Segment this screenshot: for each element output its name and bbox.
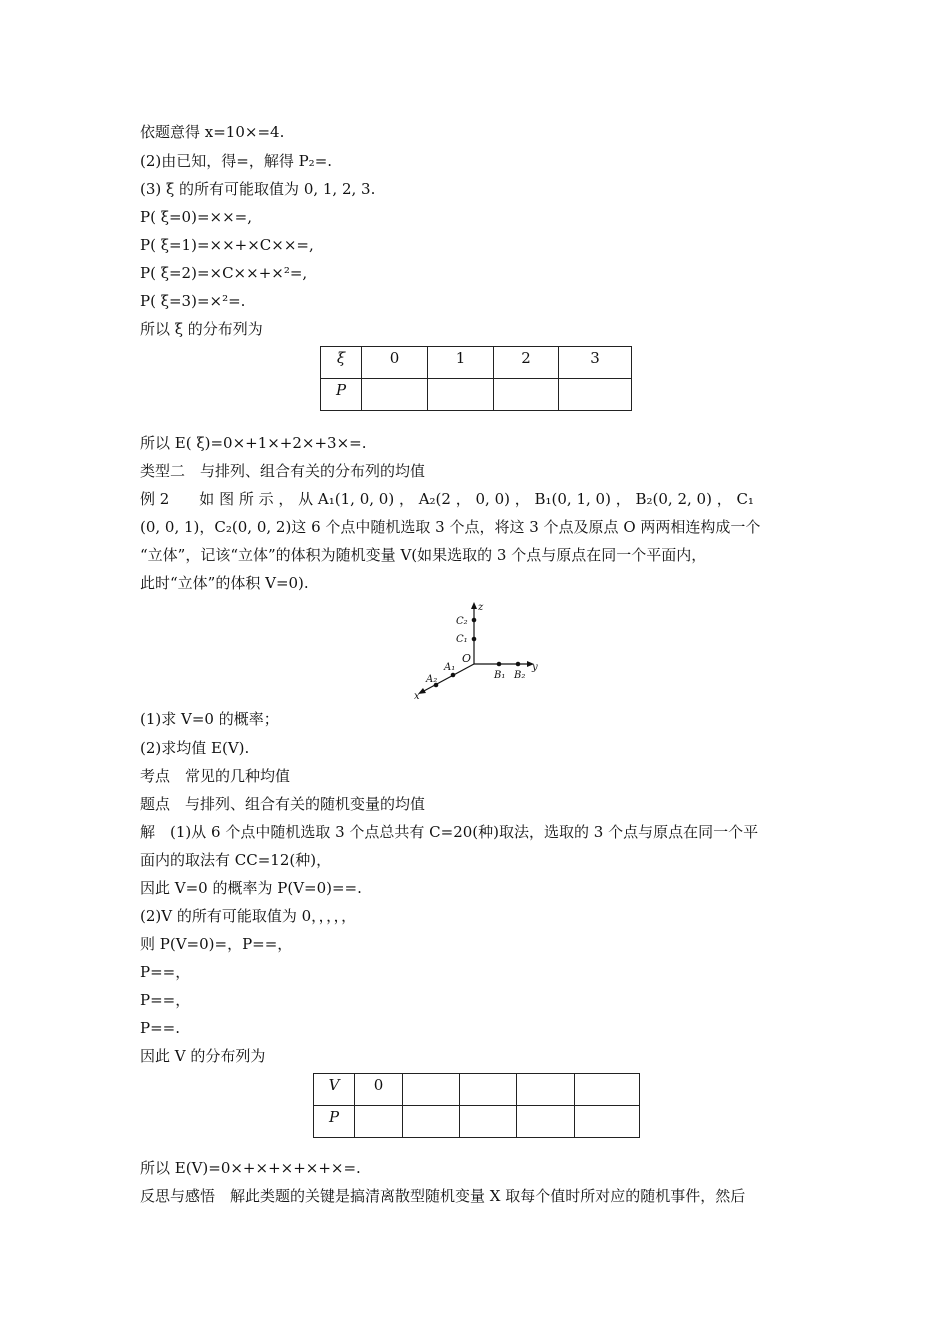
c2-label: C₂ <box>456 616 468 627</box>
table-cell: 0 <box>355 1074 403 1106</box>
table-cell: P <box>314 1106 355 1138</box>
text-line: 题点 与排列、组合有关的随机变量的均值 <box>140 795 426 813</box>
b2-label: B₂ <box>514 670 526 681</box>
text-line: 反思与感悟 解此类题的关键是搞清离散型随机变量 X 取每个值时所对应的随机事件，然后 <box>140 1187 746 1205</box>
a2-label: A₂ <box>426 674 438 685</box>
text-line: 所以 E( ξ)=0×+1×+2×+3×=. <box>140 434 367 452</box>
z-label: z <box>478 602 484 613</box>
table-cell: V <box>314 1074 355 1106</box>
section-heading: 类型二 与排列、组合有关的分布列的均值 <box>140 462 426 480</box>
table-cell <box>575 1106 640 1138</box>
table-cell: ξ <box>321 347 362 379</box>
text-line: P( ξ=1)=××+×C××=, <box>140 236 314 254</box>
text-line: (0, 0, 1)，C₂(0, 0, 2)这 6 个点中随机选取 3 个点，将这 3 个点及原点 O 两两相连构成一个 <box>140 518 761 536</box>
table-cell: 0 <box>362 347 428 379</box>
table-row <box>314 1106 640 1138</box>
point-c1 <box>472 637 477 642</box>
text-line: 依题意得 x=10×=4. <box>140 123 285 141</box>
text-line: 所以 E(V)=0×+×+×+×+×=. <box>140 1159 361 1177</box>
table-cell <box>559 379 632 411</box>
text-line: 例 2 如 图 所 示 ， 从 A₁(1, 0, 0) ， A₂(2 ， 0, 0) ， B₁(0, 1, 0) ， B₂(0, 2, 0) ， C₁ <box>140 490 754 508</box>
table-cell <box>517 1106 575 1138</box>
text-line: 因此 V=0 的概率为 P(V=0)==. <box>140 879 362 897</box>
text-line: P==， <box>140 963 191 981</box>
table-cell <box>575 1074 640 1106</box>
text-line: (2)由已知，得=，解得 P₂=. <box>140 152 333 170</box>
text-line: P( ξ=3)=×²=. <box>140 292 246 310</box>
text-line: 因此 V 的分布列为 <box>140 1047 266 1065</box>
origin-label: O <box>462 652 472 665</box>
text-line: 则 P(V=0)=，P==， <box>140 935 293 953</box>
table-row <box>321 379 632 411</box>
text-line: P==. <box>140 1019 180 1037</box>
table-cell <box>460 1074 517 1106</box>
text-line: P( ξ=0)=××=, <box>140 208 252 226</box>
table-cell: P <box>321 379 362 411</box>
table-cell <box>517 1074 575 1106</box>
table-cell: 3 <box>559 347 632 379</box>
text-line: P==， <box>140 991 191 1009</box>
c1-label: C₁ <box>456 634 468 645</box>
table-cell <box>355 1106 403 1138</box>
table-cell <box>428 379 494 411</box>
table-row <box>314 1074 640 1106</box>
point-b1 <box>497 662 502 667</box>
x-label: x <box>414 691 420 700</box>
text-line: P( ξ=2)=×C××+×²=, <box>140 264 308 282</box>
text-line: 此时“立体”的体积 V=0). <box>140 574 309 592</box>
table-cell <box>362 379 428 411</box>
table-cell: 1 <box>428 347 494 379</box>
table-row <box>321 347 632 379</box>
text-line: 考点 常见的几种均值 <box>140 767 291 785</box>
table-cell <box>403 1106 460 1138</box>
coordinate-figure <box>410 600 550 700</box>
a1-label: A₁ <box>444 662 456 673</box>
text-line: (2)V 的所有可能取值为 0，，，，， <box>140 907 357 925</box>
point-a1 <box>451 673 456 678</box>
table-cell <box>460 1106 517 1138</box>
table-cell: 2 <box>494 347 559 379</box>
v-distribution-table <box>313 1073 640 1138</box>
text-line: “立体”，记该“立体”的体积为随机变量 V(如果选取的 3 个点与原点在同一个平面内， <box>140 546 707 564</box>
question-line: (1)求 V=0 的概率； <box>140 710 279 728</box>
text-line: 面内的取法有 CC=12(种)， <box>140 851 332 869</box>
z-arrow-icon <box>471 602 477 609</box>
b1-label: B₁ <box>494 670 506 681</box>
table-cell <box>403 1074 460 1106</box>
text-line: 所以 ξ 的分布列为 <box>140 320 263 338</box>
y-label: y <box>532 662 538 673</box>
question-line: (2)求均值 E(V). <box>140 739 250 757</box>
text-line: (3) ξ 的所有可能取值为 0, 1, 2, 3. <box>140 180 376 198</box>
text-line: 解 (1)从 6 个点中随机选取 3 个点总共有 C=20(种)取法，选取的 3 个点与原点在同一个平 <box>140 823 759 841</box>
table-cell <box>494 379 559 411</box>
xi-distribution-table <box>320 346 632 411</box>
point-c2 <box>472 618 477 623</box>
point-b2 <box>516 662 521 667</box>
